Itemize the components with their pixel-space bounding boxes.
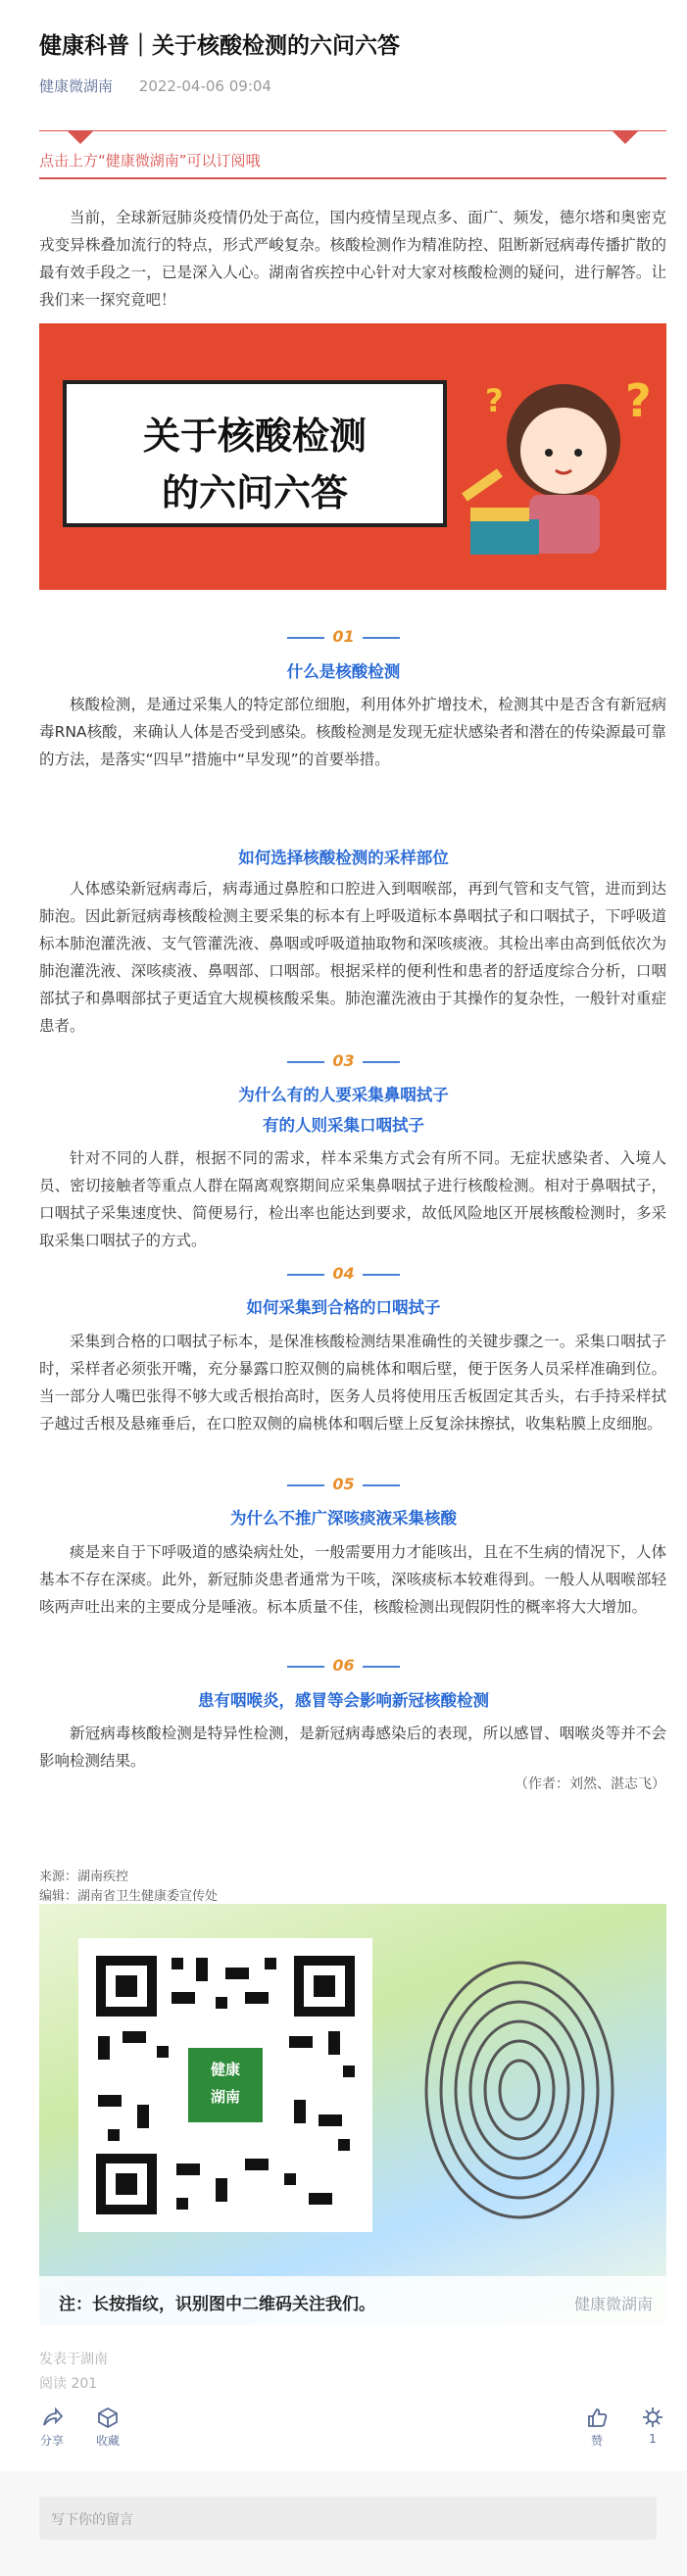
section-answer: 新冠病毒核酸检测是特异性检测，是新冠病毒感染后的表现，所以感冒、咽喉炎等并不会影响检测结果。 [39,1725,666,1770]
section-question: 如何选择核酸检测的采样部位 [238,849,449,867]
source-text: 来源：湖南疾控 [39,1870,129,1884]
section-question: 患有咽喉炎，感冒等会影响新冠核酸检测 [198,1691,489,1710]
wow-count: 1 [649,2432,657,2446]
action-bar [0,2406,687,2465]
section-answer: 人体感染新冠病毒后，病毒通过鼻腔和口腔进入到咽喉部，再到气管和支气管，进而到达肺泡。因此新冠病毒核酸检测主要采集的标本有上呼吸道标本鼻咽拭子和口咽拭子，下呼吸道标本肺泡灌洗液、支气管灌洗液、鼻咽或呼吸道抽取物和深咳痰液。其检出率由高到低依次为肺泡灌洗液、深咳痰液、鼻咽部、口咽部。根据采样的便利性和患者的舒适度综合分析，口咽部拭子和鼻咽部拭子更适宜大规模核酸采集。肺泡灌洗液由于其操作的复杂性，一般针对重症患者。 [39,880,666,1035]
account-name-link[interactable]: 健康微湖南 [39,77,114,95]
qr-logo-line1: 健康 [210,2061,240,2078]
read-count: 阅读 201 [39,2376,98,2392]
qr-poster-image[interactable] [39,1904,666,2325]
wow-icon [642,2406,663,2428]
publish-date: 2022-04-06 09:04 [138,77,271,95]
share-button[interactable] [27,2406,76,2449]
like-label: 赞 [590,2434,603,2448]
like-button[interactable] [572,2406,621,2449]
hero-image [39,323,666,590]
article-title: 健康科普｜关于核酸检测的六问六答 [39,33,400,59]
hero-title-line2: 的六问六答 [161,471,348,514]
section-question: 如何采集到合格的口咽拭子 [246,1298,441,1317]
banner-divider [39,177,666,179]
fingerprint-icon[interactable] [402,1933,637,2247]
svg-text:?: ? [485,382,504,419]
share-label: 分享 [39,2434,64,2448]
thumbs-up-icon [586,2406,608,2428]
published-location: 发表于湖南 [39,2352,108,2367]
section-question-line2: 有的人则采集口咽拭子 [263,1116,424,1135]
qr-code[interactable] [78,1938,372,2232]
section-number: 05 [0,1475,687,1493]
section-question: 为什么不推广深咳痰液采集核酸 [230,1509,457,1528]
comment-input[interactable]: 写下你的留言 [39,2497,657,2540]
wow-button[interactable] [628,2406,677,2446]
girl-illustration [39,323,666,590]
article-meta [39,75,271,96]
banner-divider [39,130,666,131]
author-credit: （作者：刘然、湛志飞） [515,1776,665,1792]
svg-text:?: ? [625,374,652,427]
section-number: 04 [0,1264,687,1283]
section-answer: 核酸检测，是通过采集人的特定部位细胞，利用体外扩增技术，检测其中是否含有新冠病毒RNA核酸，来确认人体是否受到感染。核酸检测是发现无症状感染者和潜在的传染源最可靠的方法，是落实“四早”措施中“早发现”的首要举措。 [39,696,666,768]
qr-logo-line2: 湖南 [210,2088,240,2106]
section-number: 01 [0,627,687,646]
poster-note [39,2276,666,2325]
favorite-cube-icon [97,2406,119,2428]
section-answer: 针对不同的人群，根据不同的需求，样本采集方式会有所不同。无症状感染者、入境人员、密切接触者等重点人群在隔离观察期间应采集鼻咽拭子进行核酸检测。相对于鼻咽拭子，口咽拭子采集速度快、简便易行，检出率也能达到要求，故低风险地区开展核酸检测时，多采取采集口咽拭子的方式。 [39,1149,666,1249]
banner-triangle-right [612,130,639,144]
section-answer: 采集到合格的口咽拭子标本，是保准核酸检测结果准确性的关键步骤之一。采集口咽拭子时，采样者必须张开嘴，充分暴露口腔双侧的扁桃体和咽后壁，便于医务人员采样准确到位。当一部分人嘴巴张得不够大或舌根抬高时，医务人员将使用压舌板固定其舌头，右手持采样拭子越过舌根及悬雍垂后，在口腔双侧的扁桃体和咽后壁上反复涂抹擦拭，收集粘膜上皮细胞。 [39,1333,666,1433]
section-answer: 痰是来自于下呼吸道的感染病灶处，一般需要用力才能咳出，且在不生病的情况下，人体基本不存在深痰。此外，新冠肺炎患者通常为干咳，深咳痰标本较难得到。一般人从咽喉部轻咳两声吐出来的主要成分是唾液。标本质量不佳，核酸检测出现假阴性的概率将大大增加。 [39,1543,666,1616]
poster-watermark: 健康微湖南 [573,2295,653,2313]
section-number: 03 [0,1051,687,1070]
editor-text: 编辑：湖南省卫生健康委宣传处 [39,1889,219,1904]
poster-note-text: 注：长按指纹，识别图中二维码关注我们。 [59,2295,375,2314]
favorite-label: 收藏 [95,2434,120,2448]
qr-logo [188,2056,263,2111]
section-question: 为什么有的人要采集鼻咽拭子 [238,1086,449,1104]
subscribe-banner[interactable] [39,130,666,179]
banner-triangle-left [67,130,94,144]
hero-title-line1: 关于核酸检测 [142,414,367,458]
section-question: 什么是核酸检测 [286,662,401,681]
intro-paragraph: 当前，全球新冠肺炎疫情仍处于高位，国内疫情呈现点多、面广、频发，德尔塔和奥密克戎变异株叠加流行的特点，形式严峻复杂。核酸检测作为精准防控、阻断新冠病毒传播扩散的最有效手段之一，已是深入人心。湖南省疾控中心针对大家对核酸检测的疑问，进行解答。让我们来一探究竟吧！ [39,209,666,309]
section-number: 06 [0,1656,687,1675]
favorite-button[interactable] [83,2406,132,2449]
banner-text: 点击上方“健康微湖南”可以订阅哦 [39,152,261,170]
share-icon [41,2406,63,2428]
comment-area [0,2471,687,2576]
